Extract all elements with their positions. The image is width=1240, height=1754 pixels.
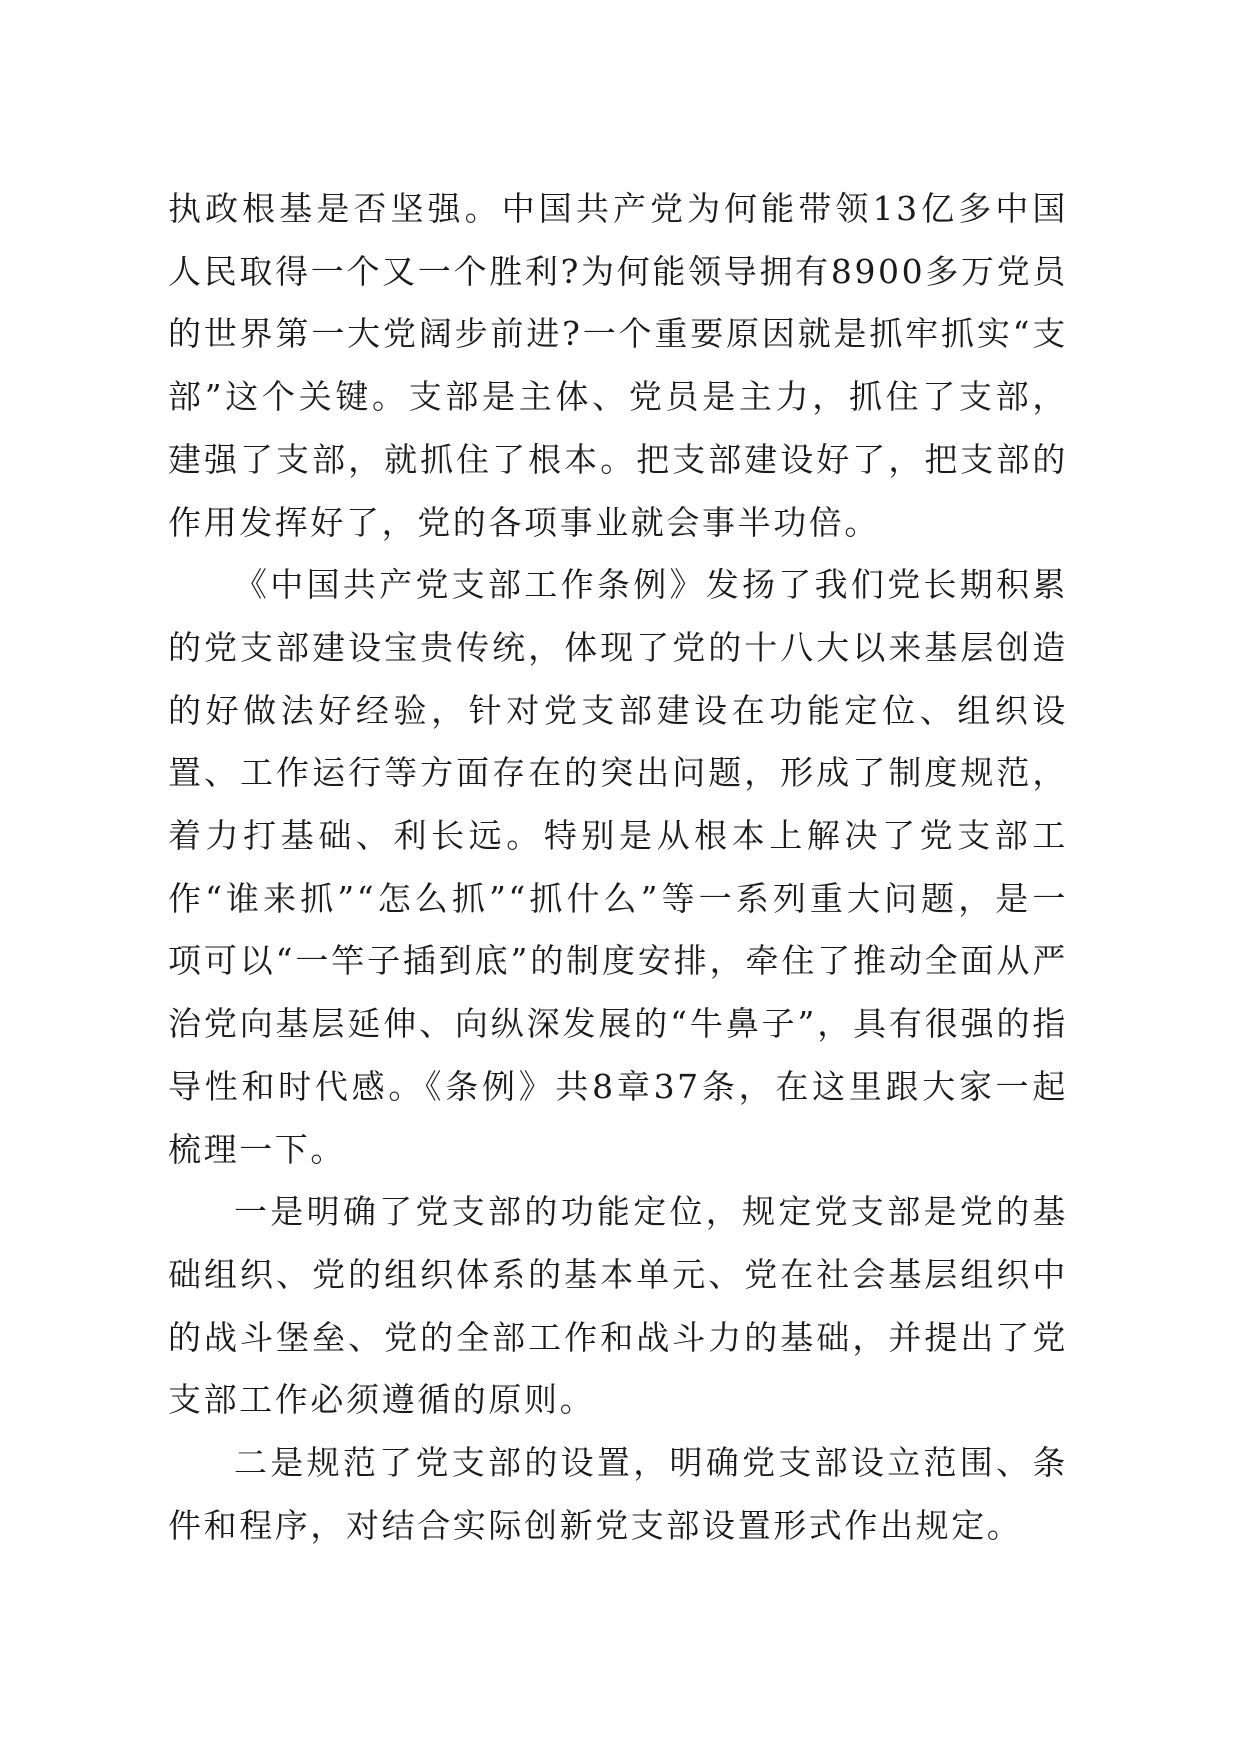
paragraph-continuation: 执政根基是否坚强。中国共产党为何能带领13亿多中国人民取得一个又一个胜利?为何能领导拥有8900多万党员的世界第一大党阔步前进?一个重要原因就是抓牢抓实“支部”这个关键。支部是主体、党员是主力，抓住了支部，建强了支部，就抓住了根本。把支部建设好了，把支部的作用发挥好了，党的各项事业就会事半功倍。 [168,189,1068,542]
document-body [168,178,1068,1557]
paragraph-point-one: 一是明确了党支部的功能定位，规定党支部是党的基础组织、党的组织体系的基本单元、党在社会基层组织中的战斗堡垒、党的全部工作和战斗力的基础，并提出了党支部工作必须遵循的原则。 [168,1192,1068,1420]
paragraph-point-two: 二是规范了党支部的设置，明确党支部设立范围、条件和程序，对结合实际创新党支部设置形式作出规定。 [168,1443,1068,1545]
paragraph-regulation-intro: 《中国共产党支部工作条例》发扬了我们党长期积累的党支部建设宝贵传统，体现了党的十八大以来基层创造的好做法好经验，针对党支部建设在功能定位、组织设置、工作运行等方面存在的突出问题，形成了制度规范，着力打基础、利长远。特别是从根本上解决了党支部工作“谁来抓”“怎么抓”“抓什么”等一系列重大问题，是一项可以“一竿子插到底”的制度安排，牵住了推动全面从严治党向基层延伸、向纵深发展的“牛鼻子”，具有很强的指导性和时代感。《条例》共8章37条，在这里跟大家一起梳理一下。 [168,565,1068,1169]
